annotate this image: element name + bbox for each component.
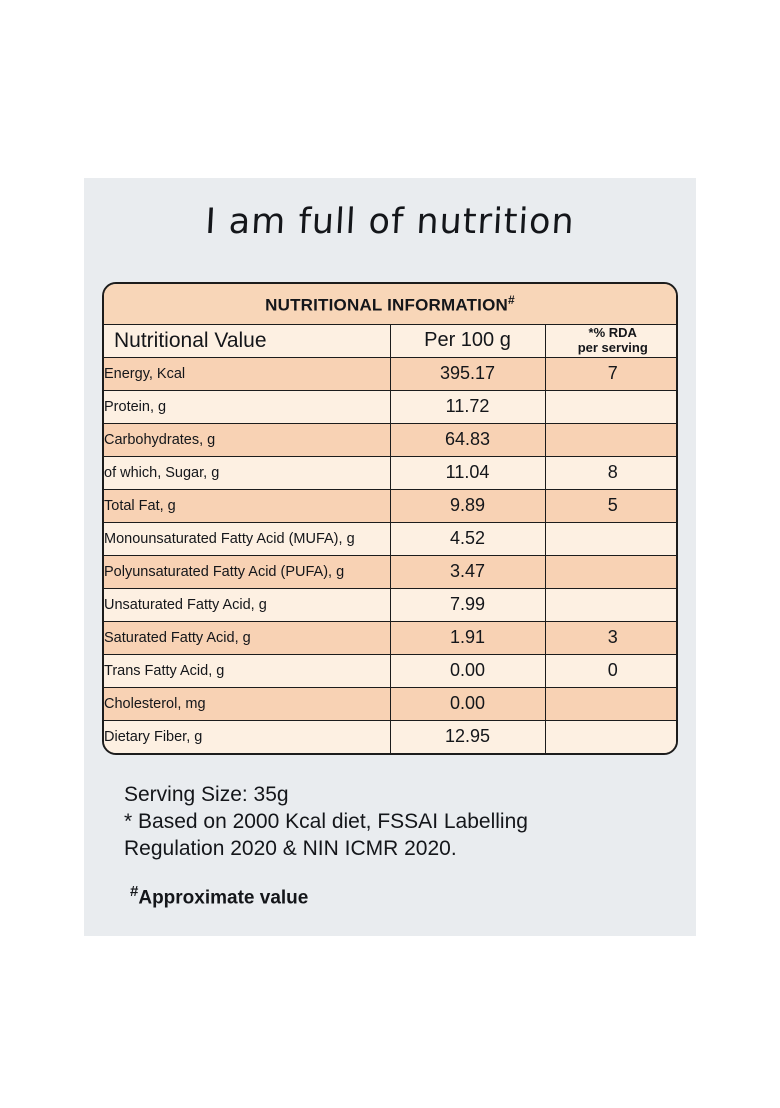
table-row: [104, 621, 678, 654]
table-row: [104, 720, 678, 753]
row-rda: 5: [545, 489, 678, 522]
row-per100g: 0.00: [390, 687, 545, 720]
row-per100g: 7.99: [390, 588, 545, 621]
table-row: [104, 522, 678, 555]
row-rda: [545, 720, 678, 753]
table-header-row: [104, 324, 678, 357]
row-rda: [545, 423, 678, 456]
row-rda: [545, 522, 678, 555]
table-row: [104, 555, 678, 588]
row-label: Dietary Fiber, g: [104, 720, 390, 753]
approx-text: Approximate value: [138, 886, 309, 908]
table-title: [104, 284, 676, 324]
nutrition-table: [104, 324, 678, 753]
approx-marker: #: [130, 882, 139, 900]
row-rda: [545, 687, 678, 720]
row-per100g: 395.17: [390, 357, 545, 390]
row-label: Polyunsaturated Fatty Acid (PUFA), g: [104, 555, 390, 588]
row-label: Total Fat, g: [104, 489, 390, 522]
row-label: Unsaturated Fatty Acid, g: [104, 588, 390, 621]
row-per100g: 12.95: [390, 720, 545, 753]
table-row: [104, 423, 678, 456]
table-row: [104, 588, 678, 621]
serving-size-text: Serving Size: 35g: [124, 783, 289, 806]
row-label: of which, Sugar, g: [104, 456, 390, 489]
row-label: Cholesterol, mg: [104, 687, 390, 720]
row-label: Saturated Fatty Acid, g: [104, 621, 390, 654]
table-title-text: NUTRITIONAL INFORMATION: [265, 295, 508, 315]
row-rda: 7: [545, 357, 678, 390]
row-label: Protein, g: [104, 390, 390, 423]
row-per100g: 64.83: [390, 423, 545, 456]
header-nutritional-value: Nutritional Value: [104, 324, 390, 357]
table-row: [104, 390, 678, 423]
row-per100g: 9.89: [390, 489, 545, 522]
row-label: Carbohydrates, g: [104, 423, 390, 456]
table-row: [104, 456, 678, 489]
row-rda: [545, 555, 678, 588]
headline-text: I am full of nutrition: [204, 202, 576, 242]
basis-line-1: * Based on 2000 Kcal diet, FSSAI Labelling: [124, 809, 528, 833]
approximate-value-note: [124, 883, 664, 909]
row-per100g: 3.47: [390, 555, 545, 588]
row-label: Energy, Kcal: [104, 357, 390, 390]
table-title-marker: #: [508, 293, 515, 307]
header-rda-line1: *% RDA: [588, 324, 637, 340]
row-rda: [545, 588, 678, 621]
row-label: Trans Fatty Acid, g: [104, 654, 390, 687]
row-per100g: 0.00: [390, 654, 545, 687]
row-rda: 8: [545, 456, 678, 489]
row-per100g: 1.91: [390, 621, 545, 654]
nutrition-panel: [84, 178, 696, 936]
header-rda-line2: per serving: [577, 339, 648, 355]
row-label: Monounsaturated Fatty Acid (MUFA), g: [104, 522, 390, 555]
row-per100g: 11.04: [390, 456, 545, 489]
table-row: [104, 654, 678, 687]
basis-line-2: Regulation 2020 & NIN ICMR 2020.: [124, 836, 457, 860]
table-row: [104, 687, 678, 720]
row-per100g: 11.72: [390, 390, 545, 423]
header-rda: [545, 324, 678, 357]
nutrition-table-body: [104, 324, 678, 753]
table-row: [104, 357, 678, 390]
nutrition-table-card: [102, 282, 678, 755]
table-row: [104, 489, 678, 522]
row-rda: [545, 390, 678, 423]
header-per-100g: Per 100 g: [390, 324, 545, 357]
row-per100g: 4.52: [390, 522, 545, 555]
row-rda: 3: [545, 621, 678, 654]
row-rda: 0: [545, 654, 678, 687]
footnotes: [124, 782, 664, 909]
